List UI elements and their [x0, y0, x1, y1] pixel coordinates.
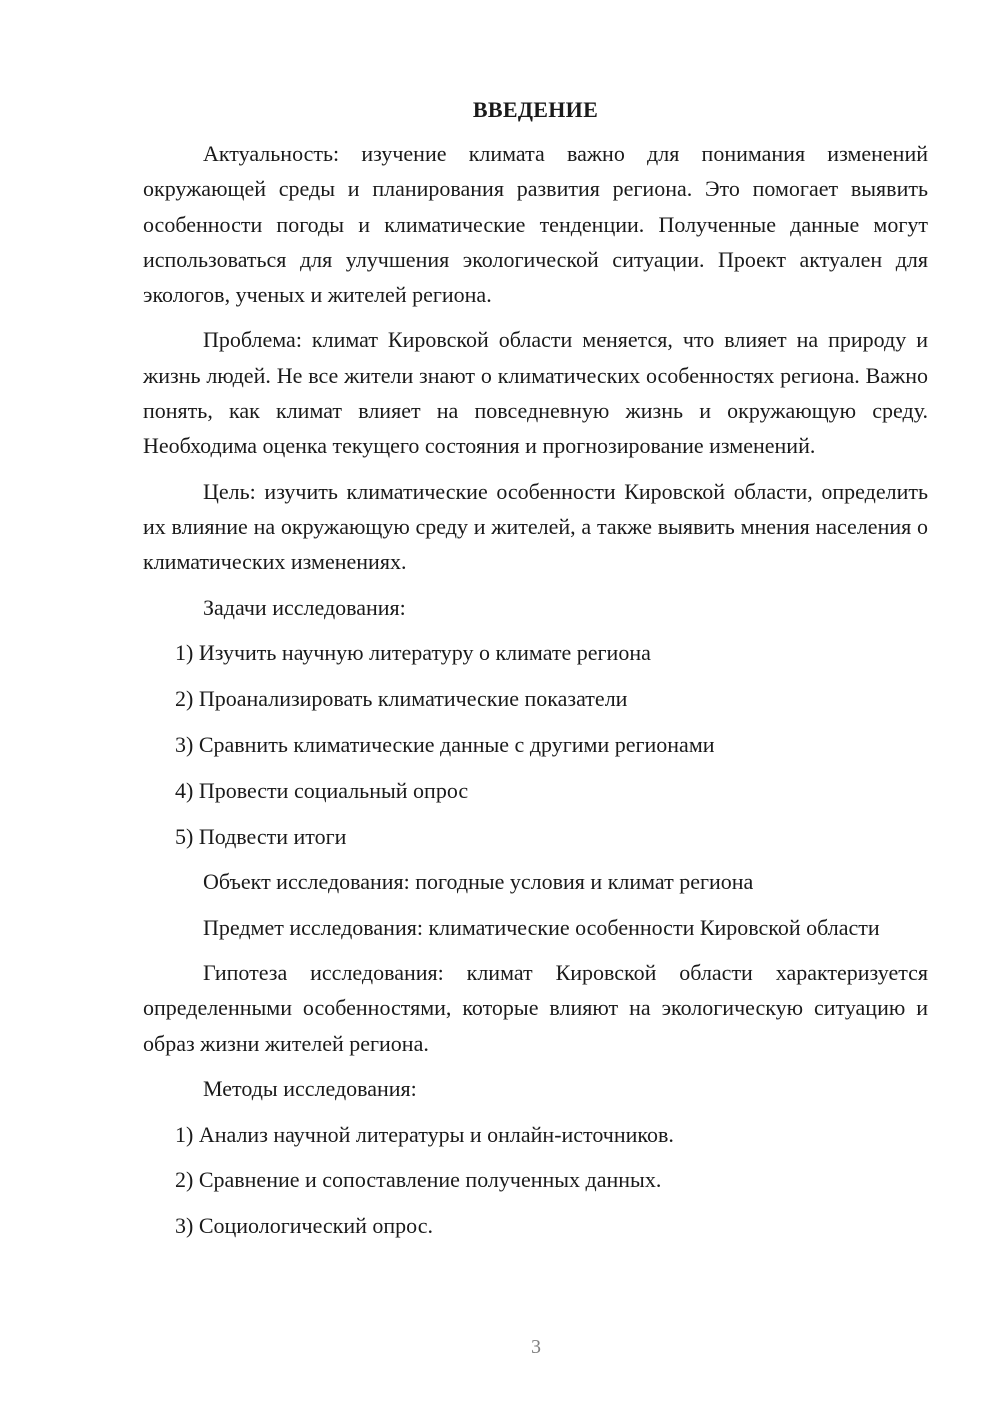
task-item: 5) Подвести итоги	[175, 823, 347, 849]
tasks-heading: Задачи исследования:	[203, 594, 406, 620]
document-page	[143, 94, 928, 1254]
method-item: 3) Социологический опрос.	[175, 1213, 433, 1239]
hypothesis-paragraph: Гипотеза исследования: климат Кировской области характеризуется определенными особенностями, которые влияют на экологическую ситуацию и образ жизни жителей региона.	[143, 959, 928, 1056]
method-item: 1) Анализ научной литературы и онлайн-источников.	[175, 1121, 674, 1147]
page-number: 3	[531, 1336, 541, 1358]
task-item: 1) Изучить научную литературу о климате региона	[175, 640, 651, 666]
methods-list	[143, 1117, 928, 1244]
methods-heading: Методы исследования:	[203, 1075, 417, 1101]
relevance-paragraph: Актуальность: изучение климата важно для понимания изменений окружающей среды и планирования развития региона. Это помогает выявить особенности погоды и климатические тенденции. Полученные данные могут использоваться для улучшения экологической ситуации. Проект актуален для экологов, ученых и жителей региона.	[143, 141, 928, 308]
goal-paragraph: Цель: изучить климатические особенности Кировской области, определить их влияние на окружающую среду и жителей, а также выявить мнения населения о климатических изменениях.	[143, 478, 928, 575]
subject-paragraph: Предмет исследования: климатические особенности Кировской области	[203, 914, 880, 940]
task-item: 3) Сравнить климатические данные с другими регионами	[175, 731, 715, 757]
object-paragraph: Объект исследования: погодные условия и климат региона	[203, 869, 754, 895]
task-item: 4) Провести социальный опрос	[175, 777, 469, 803]
section-title: ВВЕДЕНИЕ	[472, 97, 599, 122]
tasks-list	[143, 635, 928, 853]
problem-paragraph: Проблема: климат Кировской области меняется, что влияет на природу и жизнь людей. Не все жители знают о климатических особенностях региона. Важно понять, как климат влияет на повседневную жизнь и окружающую среду. Необходима оценка текущего состояния и прогнозирование изменений.	[143, 327, 928, 459]
task-item: 2) Проанализировать климатические показатели	[175, 686, 628, 712]
method-item: 2) Сравнение и сопоставление полученных данных.	[175, 1167, 662, 1193]
